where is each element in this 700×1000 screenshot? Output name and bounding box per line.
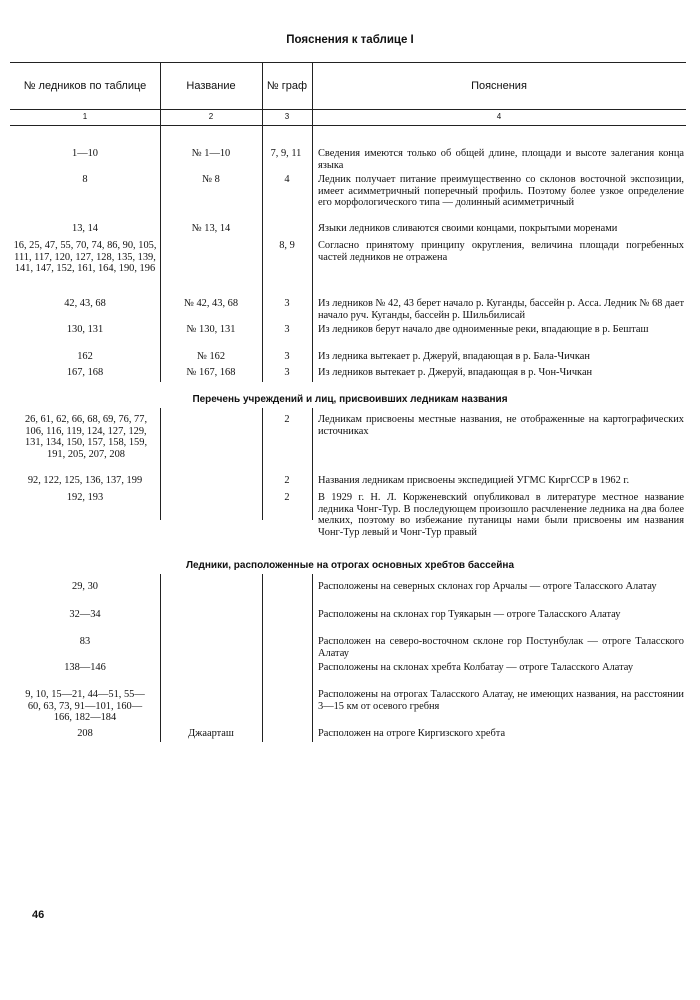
glacier-numbers-cell: 208: [77, 728, 93, 739]
name-cell: № 1—10: [191, 148, 231, 159]
glacier-numbers-cell: 138—146: [64, 662, 106, 673]
glacier-numbers-cell: 1—10: [72, 148, 98, 159]
column-header-name: Название: [186, 80, 236, 92]
explanation-cell: Языки ледников сливаются своими концами, покрытыми моренами: [318, 223, 618, 234]
explanation-cell: Расположены на склонах хребта Колбатау — отроге Таласского Алатау: [318, 662, 634, 673]
explanation-cell: Из ледников вытекает р. Джеруй, впадающая в р. Чон-Чичкан: [318, 367, 593, 378]
explanation-cell: Ледникам присвоены местные названия, не отображенные на картографических источниках: [318, 414, 684, 437]
explanation-cell: Расположены на северных склонах гор Арчалы — отроге Таласского Алатау: [318, 581, 657, 592]
columns-cell: 3: [284, 324, 290, 335]
explanation-cell: Расположен на северо-восточном склоне гор Постунбулак — отроге Таласского Алатау: [318, 636, 684, 659]
name-cell: № 8: [202, 174, 220, 185]
name-cell: Джаарташ: [188, 728, 234, 739]
name-cell: № 130, 131: [186, 324, 236, 335]
glacier-numbers-cell: 9, 10, 15—21, 44—51, 55—60, 63, 73, 91—101, 160—166, 182—184: [25, 689, 145, 724]
explanation-cell: Из ледника вытекает р. Джеруй, впадающая в р. Бала-Чичкан: [318, 351, 590, 362]
column-header-glacier-numbers: № ледников по таблице: [23, 80, 147, 92]
glacier-numbers-cell: 16, 25, 47, 55, 70, 74, 86, 90, 105, 111, 117, 120, 127, 128, 135, 139, 141, 147, 152, 161, 164, 190, 196: [13, 240, 157, 275]
columns-cell: 3: [284, 351, 290, 362]
explanation-cell: Расположен на отроге Киргизского хребта: [318, 728, 506, 739]
explanation-cell: Названия ледникам присвоены экспедицией УГМС КиргССР в 1962 г.: [318, 475, 630, 486]
glacier-numbers-cell: 130, 131: [66, 324, 104, 335]
glacier-numbers-cell: 42, 43, 68: [64, 298, 106, 309]
number-row-rule: [10, 125, 686, 126]
glacier-numbers-cell: 13, 14: [72, 223, 98, 234]
column-divider: [312, 574, 313, 742]
page-title: Пояснения к таблице I: [286, 34, 414, 46]
explanation-cell: Из ледников берут начало две одноименные реки, впадающие в р. Бешташ: [318, 324, 649, 335]
columns-cell: 3: [284, 367, 290, 378]
column-header-explanations: Пояснения: [471, 80, 527, 92]
explanation-cell: Расположены на склонах гор Туякарын — отроге Таласского Алатау: [318, 609, 621, 620]
table-top-rule: [10, 62, 686, 63]
glacier-numbers-cell: 8: [82, 174, 88, 185]
column-divider: [160, 408, 161, 520]
glacier-numbers-cell: 167, 168: [66, 367, 104, 378]
columns-cell: 4: [284, 174, 290, 185]
column-number: 4: [496, 112, 502, 121]
glacier-numbers-cell: 162: [77, 351, 93, 362]
glacier-numbers-cell: 26, 61, 62, 66, 68, 69, 76, 77, 106, 116, 119, 124, 127, 129, 131, 134, 150, 157, 158, 159, 191, 205, 207, 208: [24, 414, 148, 460]
glacier-numbers-cell: 29, 30: [72, 581, 98, 592]
columns-cell: 3: [284, 298, 290, 309]
glacier-numbers-cell: 83: [79, 636, 91, 647]
glacier-numbers-cell: 92, 122, 125, 136, 137, 199: [27, 475, 143, 486]
explanation-cell: Из ледников № 42, 43 берет начало р. Куганды, бассейн р. Асса. Ледник № 68 дает начало руч. Куганды, бассейн р. Шильбилисай: [318, 298, 685, 321]
explanation-cell: Ледник получает питание преимущественно со склонов восточной экспозиции, имеет асимметричный поперечный профиль. Поэтому более узкое определение его морфологического типа — долинный асимметричный: [318, 174, 684, 209]
explanation-cell: Согласно принятому принципу округления, величина площади погребенных частей ледников не отражена: [318, 240, 684, 263]
name-cell: № 13, 14: [191, 223, 231, 234]
section-title-naming: Перечень учреждений и лиц, присвоивших ледникам названия: [192, 394, 508, 405]
columns-cell: 2: [284, 475, 290, 486]
page-number: 46: [32, 909, 45, 921]
glacier-numbers-cell: 32—34: [69, 609, 101, 620]
columns-cell: 2: [284, 414, 290, 425]
column-number: 1: [82, 112, 88, 121]
name-cell: № 167, 168: [186, 367, 236, 378]
glacier-numbers-cell: 192, 193: [66, 492, 104, 503]
column-number: 2: [208, 112, 214, 121]
explanation-cell: В 1929 г. Н. Л. Корженевский опубликовал в литературе местное название ледника Чонг-Тур. В последующем произошло расчленение ледника на два более мелких, поэтому во избежание путаницы нами были присвоены им названия Чонг-Тур левый и Чонг-Тур правый: [318, 492, 684, 538]
section-title-spurs: Ледники, расположенные на отрогах основных хребтов бассейна: [185, 560, 515, 571]
name-cell: № 42, 43, 68: [183, 298, 239, 309]
column-number: 3: [284, 112, 290, 121]
column-header-columns: № граф: [266, 80, 308, 92]
explanation-cell: Расположены на отрогах Таласского Алатау, не имеющих названия, на расстоянии 3—15 км от осевого гребня: [318, 689, 684, 712]
column-divider: [262, 574, 263, 742]
column-divider: [160, 574, 161, 742]
explanation-cell: Сведения имеются только об общей длине, площади и высоте залегания конца языка: [318, 148, 684, 171]
name-cell: № 162: [196, 351, 226, 362]
columns-cell: 7, 9, 11: [270, 148, 302, 159]
columns-cell: 8, 9: [279, 240, 295, 251]
column-divider: [312, 408, 313, 520]
columns-cell: 2: [284, 492, 290, 503]
